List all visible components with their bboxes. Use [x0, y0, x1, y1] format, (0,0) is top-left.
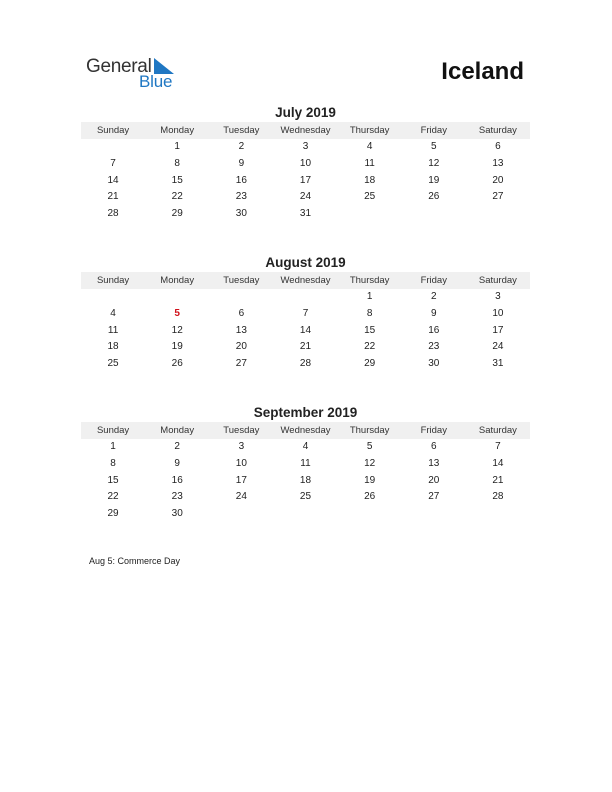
country-title: Iceland: [441, 58, 524, 85]
day-cell: [209, 289, 273, 306]
month-calendar: [81, 404, 530, 523]
day-cell: 3: [302, 141, 309, 152]
day-cell: 20: [492, 174, 504, 186]
day-cell: 27: [492, 191, 504, 203]
logo: [86, 56, 186, 92]
weekday-label: Sunday: [96, 125, 130, 136]
day-cell: 6: [430, 441, 437, 452]
weekday-label: Sunday: [96, 425, 130, 436]
weekday-label: Wednesday: [280, 125, 331, 136]
day-cell: [209, 506, 273, 523]
day-cell: 26: [428, 191, 440, 203]
logo-general-text: General: [86, 56, 152, 77]
day-cell: 16: [171, 474, 183, 486]
day-cell: 7: [110, 157, 116, 169]
day-cell: 13: [428, 457, 440, 469]
day-cell: 9: [430, 307, 437, 319]
day-cell: 3: [495, 291, 501, 302]
day-cell: 14: [299, 324, 312, 336]
weekday-label: Wednesday: [280, 275, 331, 286]
day-cell: 27: [235, 358, 247, 370]
weekday-label: Tuesday: [223, 125, 260, 136]
weekday-label: Tuesday: [223, 425, 260, 436]
weekday-label: Monday: [160, 275, 195, 286]
day-cell: 3: [238, 441, 245, 452]
week-row: [81, 489, 530, 506]
week-row: [81, 356, 530, 373]
week-row: [81, 339, 530, 356]
day-cell: [338, 506, 402, 523]
day-cell: 11: [107, 324, 119, 336]
weekday-header: [81, 422, 530, 439]
day-cell: 11: [364, 157, 375, 169]
weekday-label: Friday: [420, 125, 447, 136]
week-row: [81, 456, 530, 473]
day-cell: 4: [110, 307, 116, 319]
day-cell: 5: [430, 141, 437, 152]
month-title: September 2019: [253, 405, 358, 420]
day-cell: 18: [107, 341, 119, 353]
day-cell: 15: [171, 174, 183, 186]
weekday-label: Friday: [420, 275, 447, 286]
day-cell: 27: [428, 491, 440, 503]
week-row: [81, 506, 530, 523]
day-cell: 2: [430, 291, 437, 302]
day-cell: 30: [235, 208, 247, 220]
week-row: [81, 289, 530, 306]
day-cell: 21: [492, 474, 504, 486]
day-cell: [402, 506, 466, 523]
weekday-label: Friday: [420, 425, 447, 436]
week-row: [81, 156, 530, 173]
day-cell: 7: [495, 441, 501, 452]
holiday-notes: [89, 556, 180, 566]
day-cell: 10: [492, 307, 504, 319]
weekday-header: [81, 122, 530, 139]
day-cell: 9: [238, 157, 245, 169]
day-cell: 15: [364, 324, 376, 336]
week-row: [81, 473, 530, 490]
day-cell: 22: [171, 191, 183, 203]
day-cell: 19: [428, 174, 440, 186]
weekday-label: Saturday: [478, 425, 517, 436]
day-cell: 6: [495, 141, 501, 152]
day-cell: 25: [107, 358, 119, 370]
day-cell: 19: [171, 341, 183, 353]
day-cell: 4: [366, 141, 373, 152]
day-cell: 8: [174, 157, 180, 169]
day-cell: 31: [492, 358, 504, 370]
day-cell: 14: [492, 457, 504, 469]
day-cell: [273, 506, 337, 523]
day-cell: 24: [235, 491, 247, 503]
day-cell: 10: [299, 157, 312, 169]
day-cell: 16: [235, 174, 247, 186]
week-row: [81, 439, 530, 456]
day-cell: 20: [235, 341, 247, 353]
logo-blue-text: Blue: [139, 72, 173, 91]
day-cell: 16: [428, 324, 440, 336]
week-row: [81, 323, 530, 340]
day-cell: [338, 206, 402, 223]
day-cell: [81, 289, 145, 306]
day-cell: 1: [110, 441, 116, 452]
day-cell: 25: [364, 191, 376, 203]
weekday-label: Monday: [160, 425, 195, 436]
day-cell: 1: [174, 141, 180, 152]
day-cell: 21: [299, 341, 312, 353]
month-calendar: [81, 104, 530, 223]
day-cell: 25: [299, 491, 312, 503]
day-cell: 28: [107, 208, 119, 220]
day-cell: 12: [171, 324, 183, 336]
day-cell: [466, 206, 530, 223]
weekday-label: Thursday: [349, 125, 390, 136]
week-row: [81, 139, 530, 156]
day-cell: 22: [107, 491, 119, 503]
week-row: [81, 306, 530, 323]
day-cell: 17: [299, 174, 312, 186]
day-cell: 6: [238, 307, 245, 319]
day-cell: [81, 139, 145, 156]
day-cell: 30: [171, 508, 183, 520]
holiday-note: Aug 5: Commerce Day: [89, 556, 181, 566]
week-row: [81, 206, 530, 223]
day-cell: 30: [428, 358, 440, 370]
week-row: [81, 189, 530, 206]
day-cell: 23: [171, 491, 183, 503]
day-cell: 2: [238, 141, 245, 152]
day-cell: 15: [107, 474, 119, 486]
weekday-label: Thursday: [349, 275, 390, 286]
day-cell: 2: [174, 441, 180, 452]
day-cell: 8: [110, 457, 116, 469]
day-cell: 18: [364, 174, 376, 186]
month-title: August 2019: [265, 255, 346, 270]
weekday-label: Sunday: [96, 275, 130, 286]
day-cell: 28: [492, 491, 504, 503]
day-cell: 17: [492, 324, 504, 336]
day-cell: 7: [302, 307, 309, 319]
day-cell: 26: [364, 491, 376, 503]
day-cell: 18: [299, 474, 312, 486]
day-cell: 13: [235, 324, 247, 336]
day-cell: 23: [235, 191, 247, 203]
day-cell: 5: [366, 441, 373, 452]
day-cell: 19: [364, 474, 376, 486]
holiday-day-cell: 5: [174, 307, 180, 319]
day-cell: 28: [299, 358, 312, 370]
week-row: [81, 173, 530, 190]
day-cell: 21: [107, 191, 119, 203]
day-cell: 11: [300, 457, 311, 469]
day-cell: 1: [366, 291, 373, 302]
day-cell: 24: [492, 341, 504, 353]
day-cell: 17: [235, 474, 247, 486]
day-cell: 10: [235, 457, 247, 469]
day-cell: 31: [299, 208, 312, 220]
day-cell: 14: [107, 174, 119, 186]
day-cell: 23: [428, 341, 440, 353]
day-cell: 29: [171, 208, 183, 220]
day-cell: 20: [428, 474, 440, 486]
weekday-label: Tuesday: [223, 275, 260, 286]
day-cell: 22: [364, 341, 376, 353]
month-calendar: [81, 254, 530, 373]
day-cell: 29: [107, 508, 119, 520]
day-cell: 13: [492, 157, 504, 169]
day-cell: [273, 289, 337, 306]
day-cell: 26: [171, 358, 183, 370]
weekday-label: Wednesday: [280, 425, 331, 436]
day-cell: 4: [302, 441, 309, 452]
day-cell: 12: [428, 157, 440, 169]
day-cell: 9: [174, 457, 180, 469]
day-cell: 8: [366, 307, 373, 319]
month-title: July 2019: [275, 105, 336, 120]
day-cell: 12: [364, 457, 376, 469]
day-cell: [466, 506, 530, 523]
weekday-label: Thursday: [349, 425, 390, 436]
day-cell: 24: [299, 191, 312, 203]
weekday-label: Monday: [160, 125, 195, 136]
weekday-header: [81, 272, 530, 289]
weekday-label: Saturday: [478, 275, 517, 286]
day-cell: [145, 289, 209, 306]
weekday-label: Saturday: [478, 125, 517, 136]
day-cell: 29: [364, 358, 376, 370]
day-cell: [402, 206, 466, 223]
